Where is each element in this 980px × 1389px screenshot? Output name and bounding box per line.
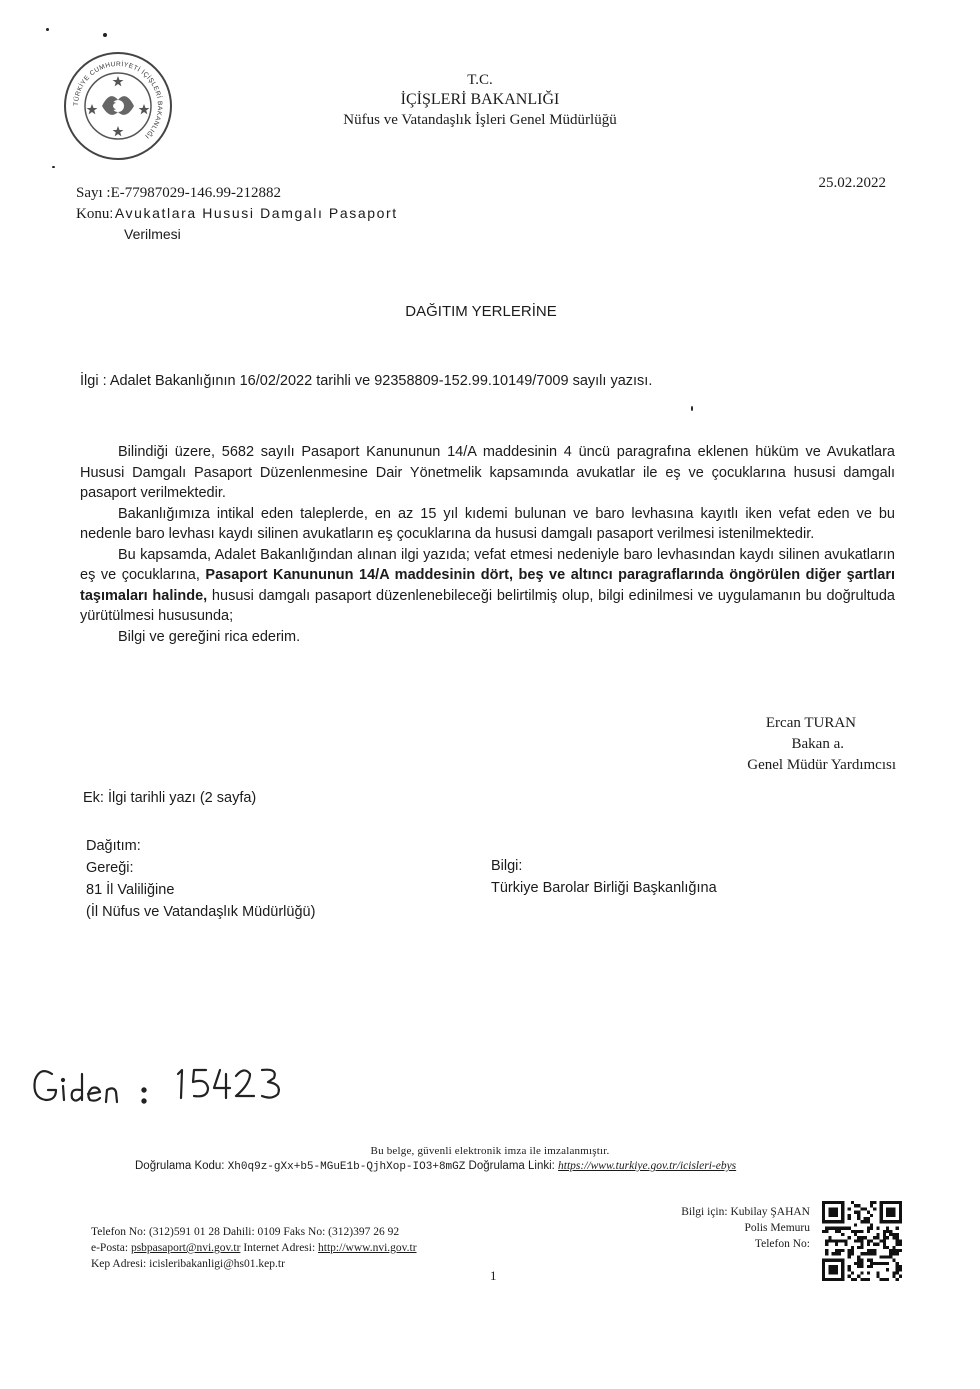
- reference-block: [76, 183, 398, 244]
- esign-note: Bu belge, güvenli elektronik imza ile imzalanmıştır.: [370, 1145, 610, 1157]
- ilgi-line: İlgi : Adalet Bakanlığının 16/02/2022 tarihli ve 92358809-152.99.10149/7009 sayılı yazısı.: [80, 373, 653, 389]
- signer-title-1: Bakan a.: [791, 736, 844, 752]
- document-header: [300, 70, 660, 130]
- paragraph-1: Bilindiği üzere, 5682 sayılı Pasaport Kanununun 14/A maddesinin 4 üncü paragrafına eklenen hüküm ve Avukatlara Hususi Damgalı Pasaport Düzenlenmesine Dair Yönetmelik kapsamında avukatlar ile eş ve çocuklarına hususi damgalı pasaport verilmektedir.: [80, 444, 895, 501]
- svg-text:TÜRKİYE CUMHURİYETİ İÇİŞLERİ B: TÜRKİYE CUMHURİYETİ İÇİŞLERİ BAKANLIĞI: [72, 60, 164, 140]
- contact-block: [91, 1224, 417, 1272]
- scan-speck: [103, 33, 107, 37]
- qr-code-icon: [822, 1201, 902, 1281]
- kep-line: Kep Adresi: icisleribakanligi@hs01.kep.tr: [91, 1258, 285, 1270]
- signature-block: [747, 713, 896, 776]
- letter-body: [80, 442, 895, 647]
- distribution-heading: DAĞITIM YERLERİNE: [405, 303, 557, 320]
- header-ministry: İÇİŞLERİ BAKANLIĞI: [400, 91, 560, 108]
- verify-code: Xh0q9z-gXx+b5-MGuE1b-QjhXop-IO3+8mGZ: [227, 1161, 466, 1173]
- bilgi-recipient: Türkiye Barolar Birliği Başkanlığına: [491, 880, 717, 896]
- scan-speck: [46, 28, 49, 31]
- header-directorate: Nüfus ve Vatandaşlık İşleri Genel Müdürlüğü: [343, 112, 617, 128]
- email-link[interactable]: psbpasaport@nvi.gov.tr: [130, 1242, 241, 1254]
- paragraph-3: [80, 545, 895, 627]
- info-contact-block: [681, 1204, 810, 1252]
- distribution-left: [86, 835, 315, 923]
- email-label: e-Posta:: [91, 1242, 129, 1254]
- sayi-label: Sayı: [76, 185, 103, 201]
- signer-name: Ercan TURAN: [765, 715, 856, 731]
- web-link[interactable]: http://www.nvi.gov.tr: [318, 1242, 417, 1254]
- verify-code-label: Doğrulama Kodu:: [135, 1160, 225, 1172]
- email-web-line: [91, 1240, 417, 1256]
- konu-line: [76, 203, 398, 224]
- page-number: 1: [490, 1268, 497, 1283]
- bilgi-label: Bilgi:: [491, 858, 523, 874]
- verification-line: [135, 1160, 736, 1173]
- web-label: Internet Adresi:: [243, 1242, 316, 1254]
- paragraph-3-start: Bu kapsamda, Adalet Bakanlığından alınan ilgi yazıda; vefat etmesi nedeniyle baro levhasından kaydı silinen avukatların eş ve çocuklarına,: [80, 546, 895, 583]
- paragraph-4: Bilgi ve gereğini rica ederim.: [118, 628, 301, 645]
- sayi-value: :E-77987029-146.99-212882: [106, 185, 281, 201]
- verify-link[interactable]: https://www.turkiye.gov.tr/icisleri-ebys: [558, 1160, 737, 1172]
- distribution-right: [491, 855, 717, 899]
- ministry-seal-logo: [62, 50, 174, 162]
- info-contact-name: Bilgi için: Kubilay ŞAHAN: [681, 1206, 810, 1218]
- geregi-recipient-detail: (İl Nüfus ve Vatandaşlık Müdürlüğü): [86, 904, 316, 920]
- handwritten-giden-note: [30, 1060, 310, 1110]
- konu-label: Konu: [76, 206, 110, 222]
- info-contact-title: Polis Memuru: [744, 1222, 810, 1234]
- konu-value-continued: Verilmesi: [124, 226, 181, 242]
- verify-link-label: Doğrulama Linki:: [468, 1160, 555, 1172]
- signer-title-2: Genel Müdür Yardımcısı: [747, 757, 896, 773]
- distribution-label: Dağıtım:: [86, 838, 141, 854]
- info-contact-phone: Telefon No:: [754, 1238, 810, 1250]
- sayi-line: [76, 183, 398, 203]
- document-date: 25.02.2022: [818, 175, 886, 191]
- paragraph-2: Bakanlığımıza intikal eden taleplerde, en az 15 yıl kıdemi bulunan ve baro levhasına kayıtlı iken vefat eden ve bu nedenle baro levhası kaydı silinen avukatların eş çocuklarına da hususi damgalı pasaport verilmesi istenilmektedir.: [80, 505, 895, 542]
- geregi-label: Gereği:: [86, 860, 134, 876]
- phone-line: Telefon No: (312)591 01 28 Dahili: 0109 Faks No: (312)397 26 92: [91, 1226, 400, 1238]
- attachment-line: Ek: İlgi tarihli yazı (2 sayfa): [83, 790, 257, 806]
- geregi-recipient: 81 İl Valiliğine: [86, 882, 175, 898]
- scan-speck: [52, 166, 55, 168]
- paragraph-3-end: hususi damgalı pasaport düzenlenebileceği belirtilmiş olup, bilgi edinilmesi ve uygulamanın bu doğrultuda yürütülmesi hususunda;: [80, 587, 895, 624]
- scan-speck: [691, 406, 693, 411]
- paragraph-3-bold: Pasaport Kanununun 14/A maddesinin dört, beş ve altıncı paragraflarında öngörülen diğer şartları taşımaları halinde,: [80, 567, 895, 604]
- konu-value: :Avukatlara Hususi Damgalı Pasaport: [109, 205, 398, 221]
- header-tc: T.C.: [467, 72, 493, 88]
